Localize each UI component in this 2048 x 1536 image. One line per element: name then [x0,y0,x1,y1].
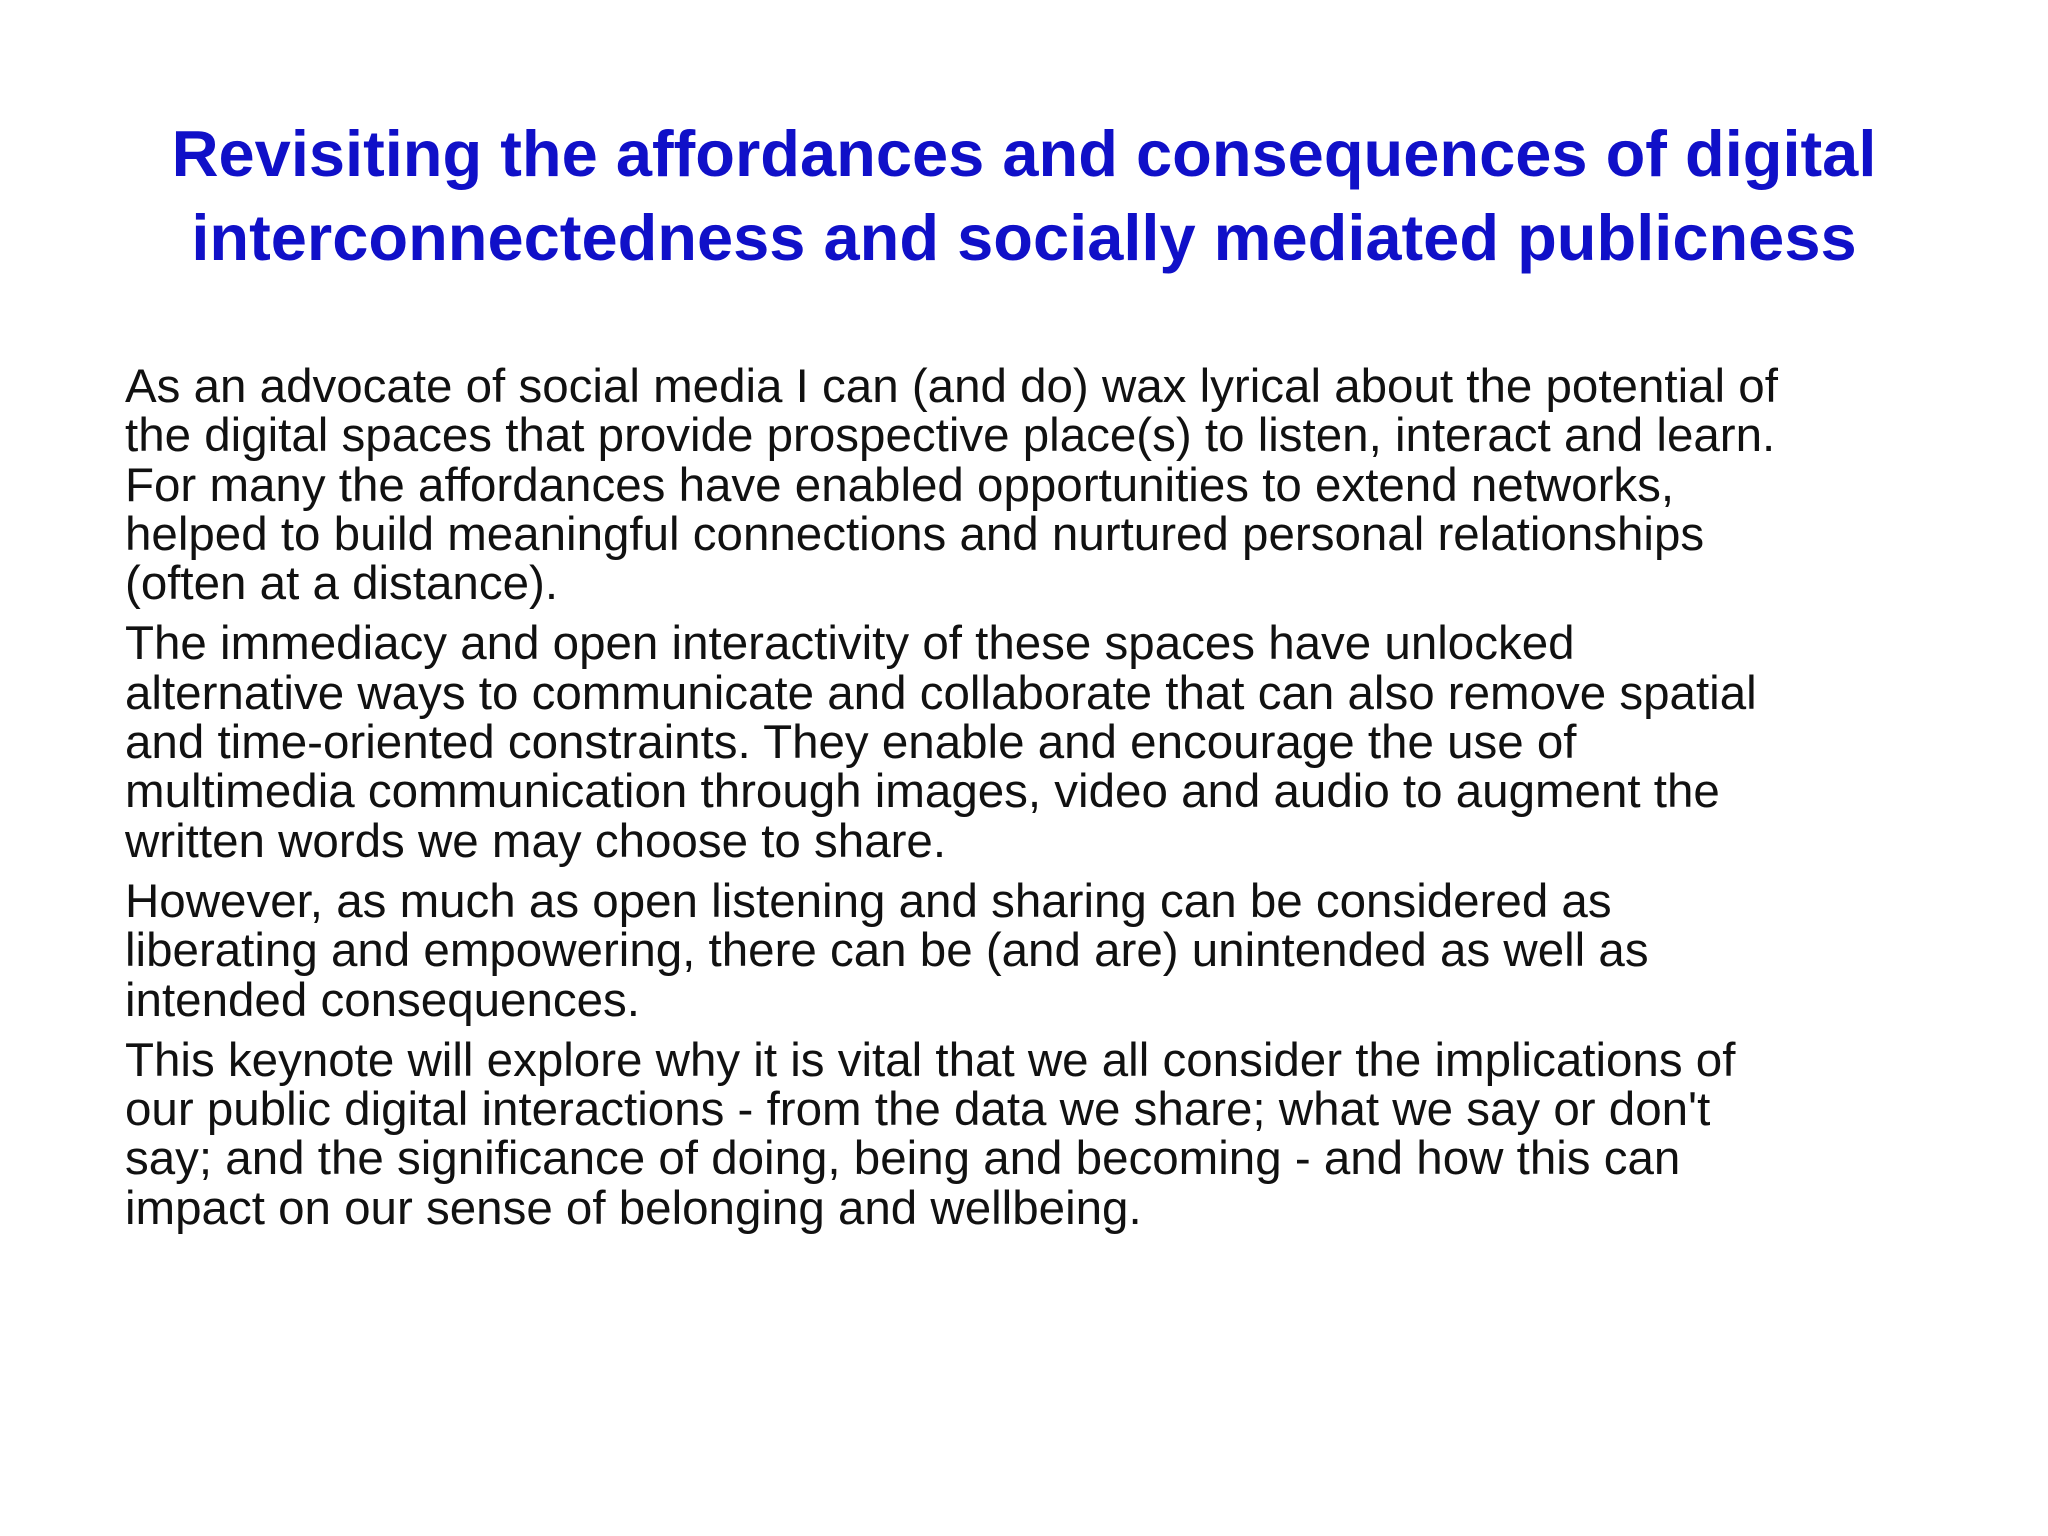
body-line: This keynote will explore why it is vital that we all consider the implications of [125,1033,1736,1087]
body-line: intended consequences. [125,973,640,1027]
body-line: For many the affordances have enabled opportunities to extend networks, [125,458,1675,512]
body-line: (often at a distance). [125,557,559,611]
title-line: Revisiting the affordances and consequences of digital [171,117,1877,190]
body-line: helped to build meaningful connections and nurtured personal relationships [125,507,1705,561]
body-line: the digital spaces that provide prospective place(s) to listen, interact and learn. [125,409,1776,463]
body-line: alternative ways to communicate and collaborate that can also remove spatial [125,666,1757,720]
body-paragraph-1 [125,360,1965,611]
body-line: The immediacy and open interactivity of these spaces have unlocked [125,617,1575,671]
body-line: impact on our sense of belonging and wellbeing. [125,1181,1142,1235]
body-line: written words we may choose to share. [125,814,947,868]
body-paragraph-2 [125,617,1965,868]
body-line: However, as much as open listening and sharing can be considered as [125,874,1612,928]
body-line: and time-oriented constraints. They enable and encourage the use of [125,716,1577,770]
slide-title [60,112,1988,280]
body-line: liberating and empowering, there can be (and are) unintended as well as [125,924,1649,978]
slide-body [125,362,1965,1244]
body-paragraph-3 [125,874,1965,1027]
body-line: As an advocate of social media I can (and do) wax lyrical about the potential of [125,360,1778,413]
title-line: interconnectedness and socially mediated publicness [191,201,1857,274]
body-paragraph-4 [125,1033,1965,1235]
body-line: multimedia communication through images, video and audio to augment the [125,765,1720,819]
body-line: say; and the significance of doing, being and becoming - and how this can [125,1132,1681,1186]
body-line: our public digital interactions - from the data we share; what we say or don't [125,1083,1711,1137]
